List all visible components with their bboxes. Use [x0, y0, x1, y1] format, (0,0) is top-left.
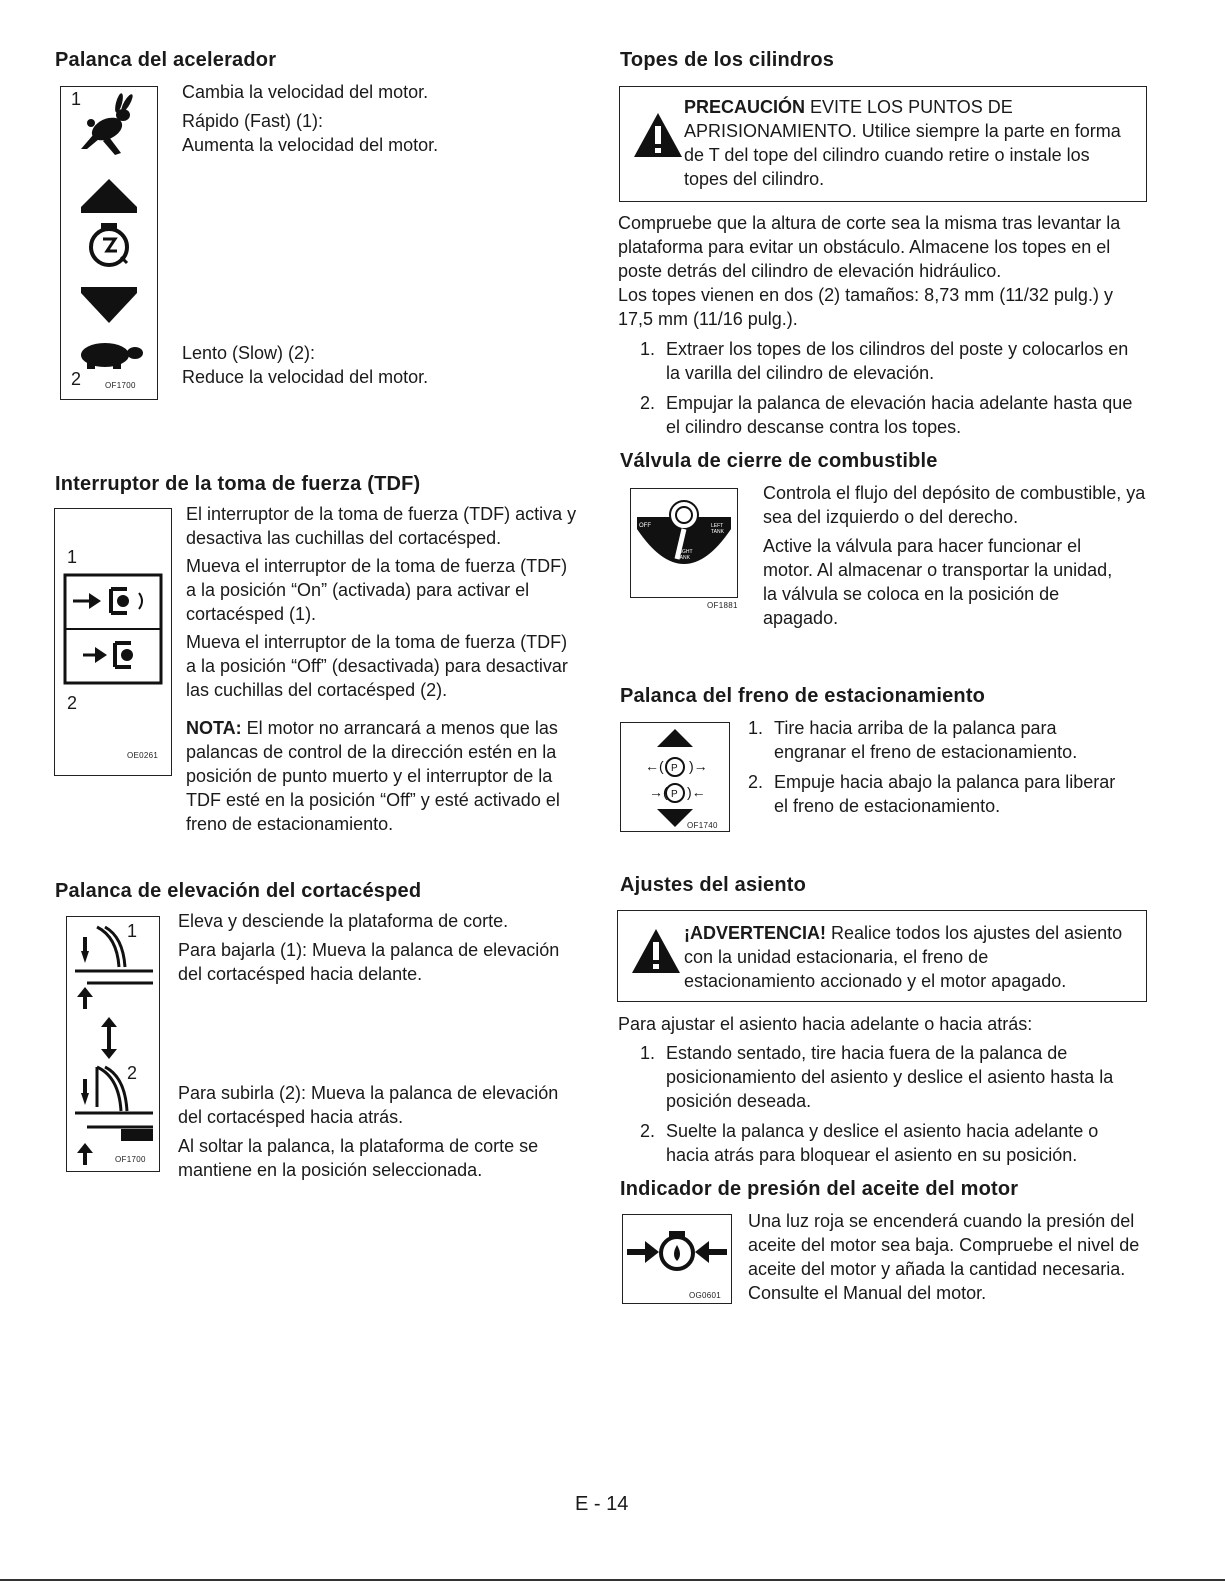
stops-desc: Compruebe que la altura de corte sea la misma tras levantar la plataforma para evitar un obstáculo. Almacene los topes en el poste detrás del cilindro de elevación hidráulico.: [618, 213, 1121, 281]
lift-lower: Para bajarla (1): Mueva la palanca de elevación del cortacésped hacia delante.: [178, 940, 560, 984]
lift-raise: Para subirla (2): Mueva la palanca de elevación del cortacésped hacia atrás.: [178, 1083, 559, 1127]
warning-triangle-icon: [632, 111, 684, 159]
bottom-rule: [0, 1579, 1225, 1581]
stops-steps: [640, 337, 1146, 445]
deck-lift-icon: [67, 917, 159, 1171]
stops-heading: Topes de los cilindros: [620, 49, 835, 71]
figure-label-1: 1: [127, 921, 138, 941]
oil-pressure-desc: Una luz roja se encenderá cuando la presión del aceite del motor sea baja. Compruebe el nivel de aceite del motor y añada la cantidad necesaria. Consulte el Manual del motor.: [748, 1211, 1140, 1303]
warning-triangle-icon: [630, 927, 682, 975]
pto-heading: Interruptor de la toma de fuerza (TDF): [55, 473, 421, 495]
throttle-fast-desc: Aumenta la velocidad del motor.: [182, 135, 439, 155]
pto-off: Mueva el interruptor de la toma de fuerza (TDF) a la posición “Off” (desactivada) para desactivar las cuchillas del cortacésped (2).: [186, 632, 568, 700]
oil-pressure-figure: [622, 1214, 732, 1304]
seat-intro: Para ajustar el asiento hacia adelante o hacia atrás:: [618, 1014, 1033, 1034]
svg-text:←(: ←(: [645, 758, 664, 774]
figure-code: OE0261: [127, 751, 159, 760]
figure-code: OF1700: [115, 1155, 146, 1164]
svg-text:→(: →(: [649, 784, 668, 800]
page-number: E - 14: [575, 1493, 629, 1515]
list-item: 2. Empuje hacia abajo la palanca para liberar el freno de estacionamiento.: [748, 772, 1116, 816]
pto-on: Mueva el interruptor de la toma de fuerza (TDF) a la posición “On” (activada) para activar el cortacésped (1).: [186, 556, 568, 624]
seat-heading: Ajustes del asiento: [620, 874, 807, 896]
note-text: El motor no arrancará a menos que las palancas de control de la dirección estén en la posición de punto muerto y el interruptor de la TDF esté en la posición “Off” y esté activado el freno de estacionamiento.: [186, 718, 560, 834]
throttle-fast-label: Rápido (Fast) (1):: [182, 111, 324, 131]
pto-figure: [54, 508, 172, 776]
figure-code: OF1881: [707, 601, 738, 610]
svg-text:P: P: [671, 763, 678, 774]
throttle-slow-desc: Reduce la velocidad del motor.: [182, 367, 429, 387]
fuel-valve-heading: Válvula de cierre de combustible: [620, 450, 938, 472]
lift-figure: [66, 916, 160, 1172]
rabbit-turtle-throttle-icon: [61, 87, 157, 399]
list-item: 2. Suelte la palanca y deslice el asiento hacia adelante o hacia atrás para bloquear el asiento en su posición.: [640, 1121, 1099, 1165]
caution-text: PRECAUCIÓN EVITE LOS PUNTOS DE APRISIONAMIENTO. Utilice siempre la parte en forma de T del tope del cilindro cuando retire o instale los topes del cilindro.: [684, 97, 1121, 189]
list-item: 1. Extraer los topes de los cilindros del poste y colocarlos en la varilla del cilindro de elevación.: [640, 339, 1129, 383]
fuel-valve-icon: [631, 489, 737, 597]
throttle-desc: Cambia la velocidad del motor.: [182, 82, 429, 102]
pto-desc: El interruptor de la toma de fuerza (TDF) activa y desactiva las cuchillas del cortacésped.: [186, 504, 577, 548]
lift-desc: Eleva y desciende la plataforma de corte.: [178, 911, 509, 931]
fuel-valve-usage: Active la válvula para hacer funcionar el motor. Al almacenar o transportar la unidad, la válvula se coloca en la posición de apagado.: [763, 536, 1113, 628]
seat-steps: [640, 1041, 1146, 1173]
oil-pressure-heading: Indicador de presión del aceite del motor: [620, 1178, 1019, 1200]
stops-sizes: Los topes vienen en dos (2) tamaños: 8,73 mm (11/32 pulg.) y 17,5 mm (11/16 pulg.).: [618, 285, 1113, 329]
svg-text:)←: )←: [687, 784, 706, 800]
throttle-heading: Palanca del acelerador: [55, 49, 277, 71]
figure-code: OG0601: [689, 1291, 722, 1300]
pto-switch-icon: [55, 509, 171, 775]
throttle-figure: [60, 86, 158, 400]
caution-box: [619, 86, 1147, 202]
figure-label-2: 2: [67, 693, 78, 713]
pto-text: [186, 502, 578, 840]
parking-brake-icon: [621, 723, 729, 831]
list-item: 2. Empujar la palanca de elevación hacia adelante hasta que el cilindro descanse contra los topes.: [640, 393, 1133, 437]
figure-label-1: 1: [67, 547, 78, 567]
pto-note: [186, 716, 578, 836]
oil-pressure-icon: [623, 1215, 731, 1303]
fuel-valve-desc: Controla el flujo del depósito de combustible, ya sea del izquierdo o del derecho.: [763, 483, 1146, 527]
parking-brake-steps: [748, 716, 1128, 824]
svg-text:P: P: [671, 789, 678, 800]
svg-text:)→: )→: [689, 758, 708, 774]
caution-label: PRECAUCIÓN: [684, 97, 806, 117]
figure-code: OF1700: [105, 381, 136, 390]
figure-label-2: 2: [127, 1063, 138, 1083]
lift-release: Al soltar la palanca, la plataforma de corte se mantiene en la posición seleccionada.: [178, 1136, 539, 1180]
warning-label: ¡ADVERTENCIA!: [684, 923, 826, 943]
throttle-slow-label: Lento (Slow) (2):: [182, 343, 316, 363]
note-label: NOTA:: [186, 718, 242, 738]
figure-label-2: 2: [71, 369, 82, 389]
list-item: 1. Estando sentado, tire hacia fuera de la palanca de posicionamiento del asiento y deslice el asiento hasta la posición deseada.: [640, 1043, 1114, 1111]
list-item: 1. Tire hacia arriba de la palanca para engranar el freno de estacionamiento.: [748, 718, 1078, 762]
fuel-valve-figure: OFF LEFT TANK RIGHT TANK OF1881: [630, 488, 738, 598]
warning-box: [617, 910, 1147, 1002]
parking-brake-heading: Palanca del freno de estacionamiento: [620, 685, 986, 707]
warning-text: ¡ADVERTENCIA! Realice todos los ajustes del asiento con la unidad estacionaria, el freno de estacionamiento accionado y el motor apagado.: [684, 923, 1123, 991]
figure-label-1: 1: [71, 89, 82, 109]
lift-heading: Palanca de elevación del cortacésped: [55, 880, 422, 902]
parking-brake-figure: [620, 722, 730, 832]
figure-code: OF1740: [687, 821, 718, 830]
